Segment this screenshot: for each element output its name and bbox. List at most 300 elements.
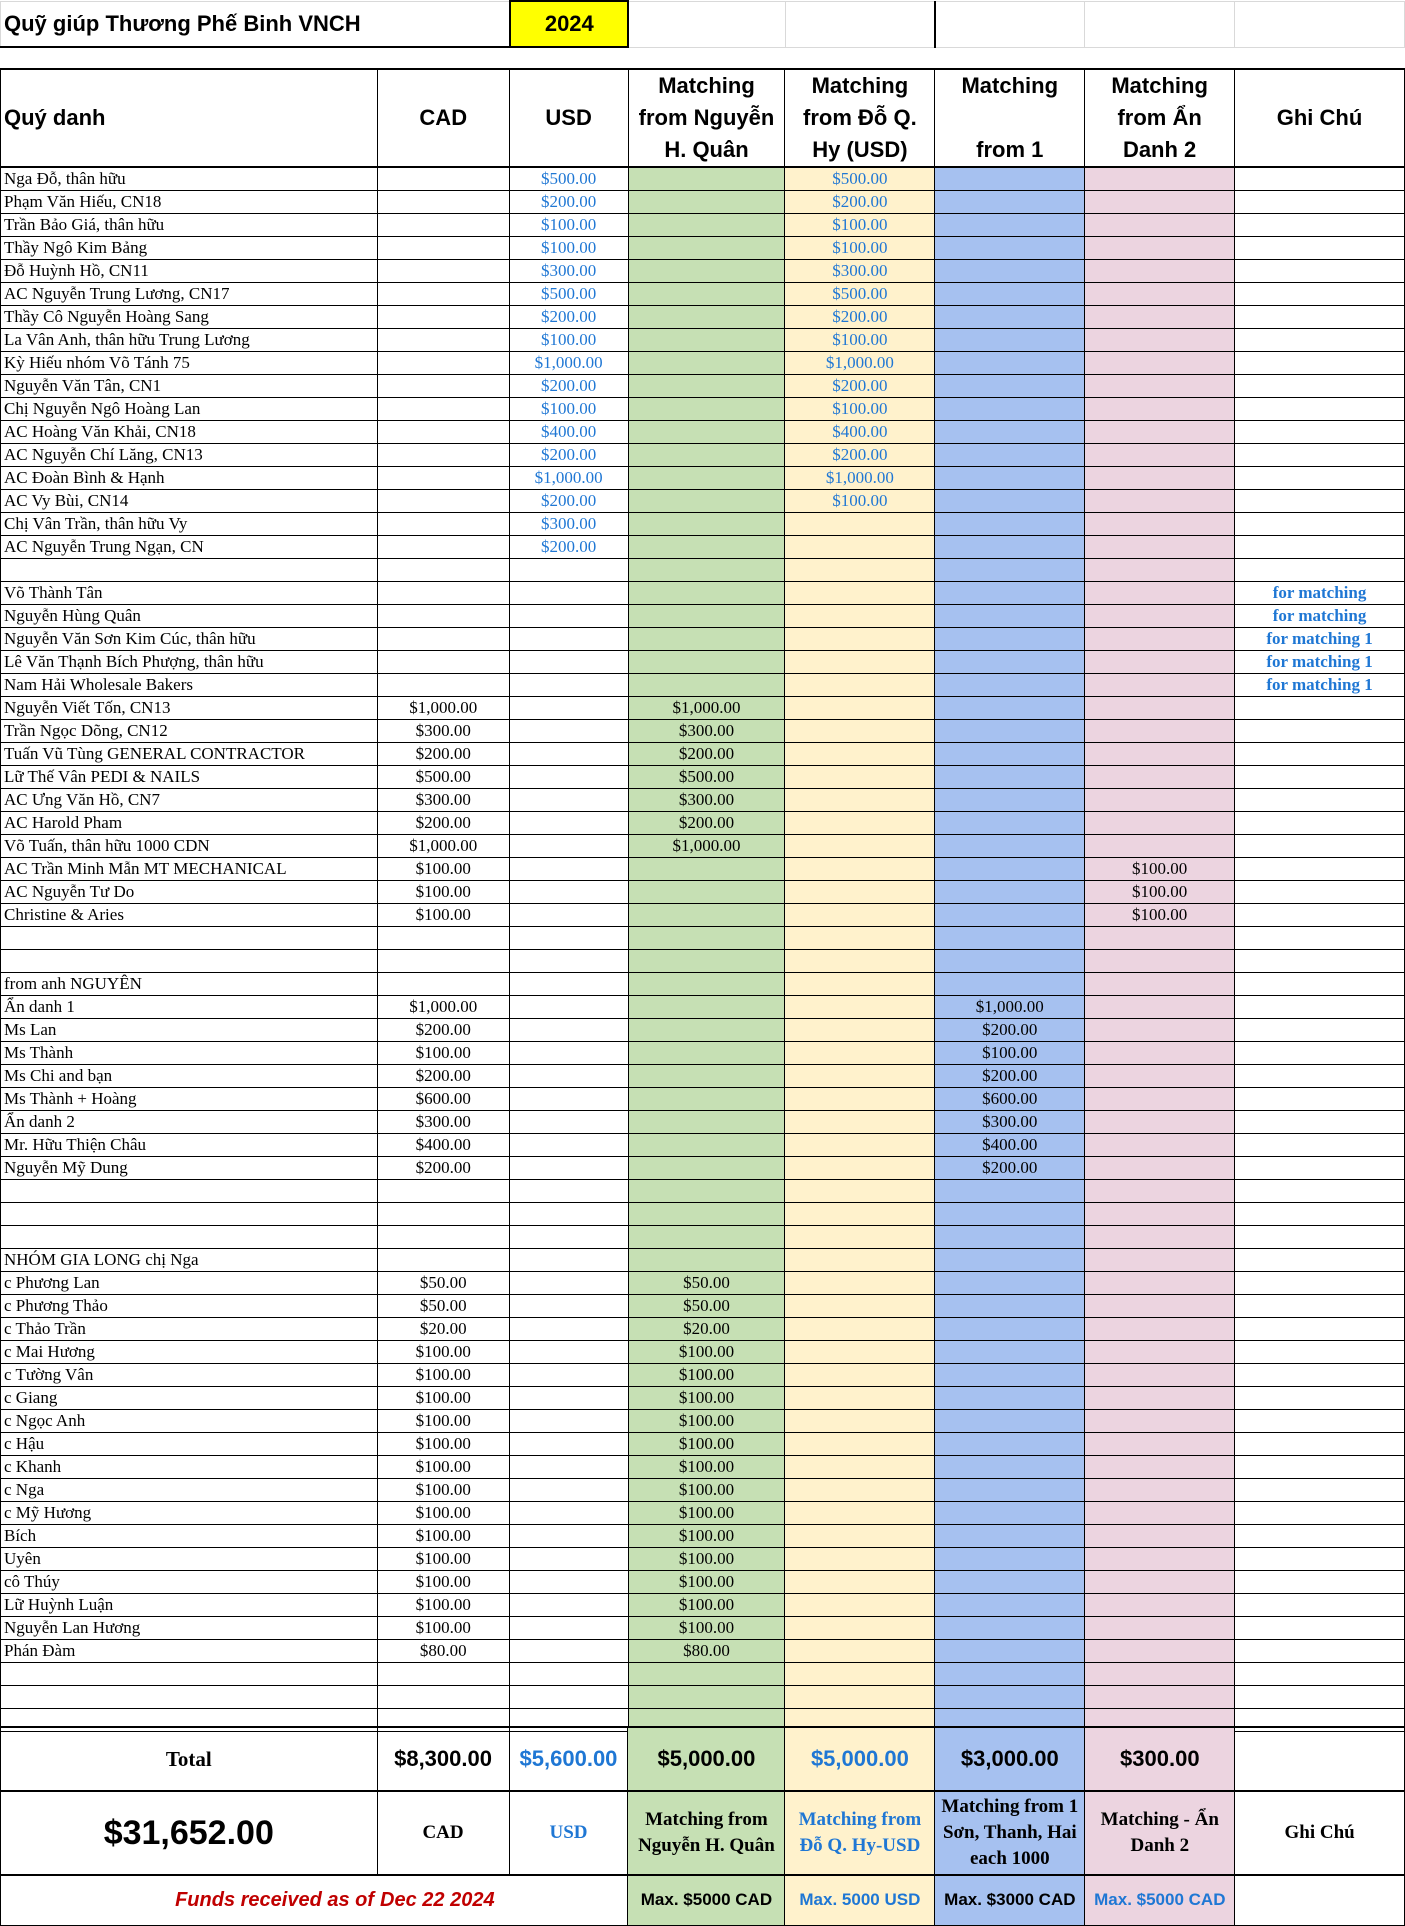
matching-quan-cell [628, 1018, 785, 1041]
amount-cad [377, 420, 509, 443]
matching-quan-cell [628, 236, 785, 259]
matching-1-cell [935, 1432, 1085, 1455]
matching-quan-cell: $300.00 [628, 719, 785, 742]
note-cell: for matching [1235, 604, 1405, 627]
table-row [1, 1409, 1405, 1432]
note-cell [1235, 1639, 1405, 1662]
matching-quan-cell: $300.00 [628, 788, 785, 811]
note-cell [1235, 1294, 1405, 1317]
amount-usd [509, 1386, 628, 1409]
matching-quan-cell: $100.00 [628, 1524, 785, 1547]
note-cell [1235, 765, 1405, 788]
amount-usd [509, 1662, 628, 1685]
amount-usd [509, 581, 628, 604]
matching-quan-cell [628, 1156, 785, 1179]
note-cell [1235, 236, 1405, 259]
table-row [1, 857, 1405, 880]
table-row [1, 1501, 1405, 1524]
donor-name: c Khanh [1, 1455, 378, 1478]
matching-quan-cell [628, 1133, 785, 1156]
note-cell [1235, 328, 1405, 351]
table-row [1, 351, 1405, 374]
max-matching-an-danh: Max. $5000 CAD [1085, 1875, 1235, 1925]
matching-quan-cell [628, 949, 785, 972]
matching-hy-cell [785, 1064, 935, 1087]
note-cell [1235, 788, 1405, 811]
amount-cad [377, 190, 509, 213]
matching-an-danh-cell [1085, 1363, 1235, 1386]
amount-cad: $100.00 [377, 857, 509, 880]
matching-1-cell [935, 834, 1085, 857]
matching-an-danh-cell [1085, 788, 1235, 811]
max-matching-hy: Max. 5000 USD [785, 1875, 935, 1925]
amount-cad [377, 512, 509, 535]
matching-quan-cell [628, 1225, 785, 1248]
amount-usd [509, 788, 628, 811]
matching-an-danh-cell [1085, 1202, 1235, 1225]
note-cell [1235, 397, 1405, 420]
matching-hy-cell [785, 926, 935, 949]
amount-cad: $50.00 [377, 1271, 509, 1294]
note-cell [1235, 1041, 1405, 1064]
table-row [1, 903, 1405, 926]
matching-quan-cell [628, 351, 785, 374]
matching-1-cell [935, 926, 1085, 949]
table-row [1, 650, 1405, 673]
matching-1-cell [935, 581, 1085, 604]
amount-cad [377, 650, 509, 673]
donor-name: AC Nguyễn Chí Lăng, CN13 [1, 443, 378, 466]
matching-1-cell [935, 1317, 1085, 1340]
matching-1-cell [935, 673, 1085, 696]
matching-hy-cell [785, 1547, 935, 1570]
col-matching-1-header [935, 69, 1085, 167]
table-row [1, 1340, 1405, 1363]
amount-usd: $100.00 [509, 328, 628, 351]
donor-name: Ẩn danh 2 [1, 1110, 378, 1133]
matching-quan-cell [628, 1087, 785, 1110]
donor-name [1, 949, 378, 972]
matching-hy-cell: $300.00 [785, 259, 935, 282]
matching-an-danh-cell [1085, 627, 1235, 650]
table-row [1, 420, 1405, 443]
amount-cad: $1,000.00 [377, 834, 509, 857]
table-row [1, 443, 1405, 466]
summary-label-row [1, 1791, 1405, 1875]
matching-an-danh-cell [1085, 834, 1235, 857]
amount-usd: $200.00 [509, 489, 628, 512]
matching-1-cell: $300.00 [935, 1110, 1085, 1133]
amount-cad: $100.00 [377, 1478, 509, 1501]
table-row [1, 167, 1405, 190]
matching-1-cell [935, 167, 1085, 190]
amount-cad: $300.00 [377, 719, 509, 742]
matching-hy-cell [785, 1202, 935, 1225]
matching-quan-cell: $100.00 [628, 1409, 785, 1432]
amount-usd: $200.00 [509, 190, 628, 213]
amount-usd [509, 972, 628, 995]
donor-name: Chị Nguyễn Ngô Hoàng Lan [1, 397, 378, 420]
matching-1-cell [935, 765, 1085, 788]
matching-1-cell [935, 650, 1085, 673]
amount-usd: $1,000.00 [509, 466, 628, 489]
donor-name: Nguyễn Văn Sơn Kim Cúc, thân hữu [1, 627, 378, 650]
matching-quan-cell: $1,000.00 [628, 834, 785, 857]
amount-usd [509, 1570, 628, 1593]
amount-usd: $500.00 [509, 282, 628, 305]
matching-an-danh-cell [1085, 397, 1235, 420]
matching-hy-cell [785, 1386, 935, 1409]
table-row [1, 1547, 1405, 1570]
matching-an-danh-cell [1085, 696, 1235, 719]
matching-an-danh-cell [1085, 811, 1235, 834]
col-name-header: Quý danh [1, 69, 378, 167]
amount-cad [377, 282, 509, 305]
note-cell [1235, 558, 1405, 581]
donor-name: Nguyễn Văn Tân, CN1 [1, 374, 378, 397]
donor-name: c Tường Vân [1, 1363, 378, 1386]
donor-name: Kỳ Hiếu nhóm Võ Tánh 75 [1, 351, 378, 374]
matching-an-danh-cell [1085, 650, 1235, 673]
table-row [1, 1041, 1405, 1064]
amount-usd: $200.00 [509, 305, 628, 328]
amount-cad: $100.00 [377, 1501, 509, 1524]
donor-name: c Phương Thảo [1, 1294, 378, 1317]
max-matching-quan: Max. $5000 CAD [628, 1875, 785, 1925]
donor-name: AC Hoàng Văn Khải, CN18 [1, 420, 378, 443]
matching-quan-cell [628, 305, 785, 328]
note-cell [1235, 1547, 1405, 1570]
amount-usd [509, 1064, 628, 1087]
note-cell [1235, 1179, 1405, 1202]
matching-1-cell [935, 1662, 1085, 1685]
summary-cad-label: CAD [377, 1791, 509, 1875]
matching-an-danh-cell: $100.00 [1085, 857, 1235, 880]
matching-hy-cell: $500.00 [785, 167, 935, 190]
matching-hy-cell [785, 1317, 935, 1340]
amount-usd [509, 1478, 628, 1501]
amount-cad: $100.00 [377, 1547, 509, 1570]
matching-quan-cell [628, 282, 785, 305]
donor-name: Thầy Ngô Kim Bảng [1, 236, 378, 259]
matching-hy-cell: $100.00 [785, 328, 935, 351]
table-row [1, 213, 1405, 236]
matching-quan-cell [628, 903, 785, 926]
matching-quan-cell [628, 420, 785, 443]
matching-an-danh-cell [1085, 1570, 1235, 1593]
matching-quan-cell [628, 1041, 785, 1064]
matching-quan-cell: $200.00 [628, 742, 785, 765]
matching-hy-cell: $200.00 [785, 190, 935, 213]
amount-usd [509, 558, 628, 581]
matching-an-danh-cell [1085, 305, 1235, 328]
amount-usd [509, 650, 628, 673]
matching-1-cell [935, 1593, 1085, 1616]
amount-usd [509, 1110, 628, 1133]
amount-usd [509, 1685, 628, 1708]
amount-cad: $400.00 [377, 1133, 509, 1156]
donor-name: Trần Ngọc Dõng, CN12 [1, 719, 378, 742]
total-matching-1: $3,000.00 [935, 1727, 1085, 1791]
amount-cad: $100.00 [377, 1455, 509, 1478]
year-cell: 2024 [510, 1, 628, 47]
empty-cell [1235, 1, 1405, 47]
matching-1-cell [935, 1409, 1085, 1432]
amount-cad: $200.00 [377, 1018, 509, 1041]
matching-1-cell [935, 1478, 1085, 1501]
amount-usd [509, 857, 628, 880]
spacer-row [0, 46, 1405, 70]
matching-an-danh-cell [1085, 535, 1235, 558]
amount-cad [377, 213, 509, 236]
note-cell [1235, 903, 1405, 926]
amount-usd: $1,000.00 [509, 351, 628, 374]
note-cell [1235, 1662, 1405, 1685]
amount-cad: $80.00 [377, 1639, 509, 1662]
donor-name: AC Vy Bùi, CN14 [1, 489, 378, 512]
note-cell [1235, 1524, 1405, 1547]
donor-name: Ẩn danh 1 [1, 995, 378, 1018]
amount-usd [509, 834, 628, 857]
amount-usd: $200.00 [509, 443, 628, 466]
table-row [1, 236, 1405, 259]
amount-usd: $100.00 [509, 213, 628, 236]
amount-cad [377, 1225, 509, 1248]
note-cell [1235, 1064, 1405, 1087]
amount-usd [509, 1133, 628, 1156]
matching-an-danh-cell [1085, 1593, 1235, 1616]
donor-name: Uyên [1, 1547, 378, 1570]
matching-hy-cell [785, 1363, 935, 1386]
table-row [1, 1616, 1405, 1639]
note-cell [1235, 834, 1405, 857]
col-usd-header: USD [509, 69, 628, 167]
amount-cad [377, 972, 509, 995]
max-matching-1: Max. $3000 CAD [935, 1875, 1085, 1925]
donor-name: Nam Hải Wholesale Bakers [1, 673, 378, 696]
matching-quan-cell: $100.00 [628, 1593, 785, 1616]
matching-quan-cell [628, 167, 785, 190]
note-cell [1235, 696, 1405, 719]
table-row [1, 1432, 1405, 1455]
donor-name: Ms Lan [1, 1018, 378, 1041]
table-row [1, 581, 1405, 604]
amount-usd [509, 719, 628, 742]
matching-an-danh-cell [1085, 1639, 1235, 1662]
note-cell [1235, 1616, 1405, 1639]
donor-name: c Giang [1, 1386, 378, 1409]
amount-usd [509, 903, 628, 926]
amount-usd [509, 1547, 628, 1570]
amount-cad: $100.00 [377, 1363, 509, 1386]
matching-1-cell [935, 466, 1085, 489]
donor-name: cô Thúy [1, 1570, 378, 1593]
total-matching-hy: $5,000.00 [785, 1727, 935, 1791]
amount-cad [377, 581, 509, 604]
donor-name: Nguyễn Mỹ Dung [1, 1156, 378, 1179]
note-cell [1235, 1432, 1405, 1455]
amount-cad [377, 236, 509, 259]
matching-hy-cell [785, 1156, 935, 1179]
donor-name: Trần Bảo Giá, thân hữu [1, 213, 378, 236]
donor-name: Bích [1, 1524, 378, 1547]
matching-an-danh-cell [1085, 1018, 1235, 1041]
note-cell [1235, 811, 1405, 834]
col-note-header: Ghi Chú [1235, 69, 1405, 167]
matching-quan-cell [628, 627, 785, 650]
amount-cad: $200.00 [377, 742, 509, 765]
amount-cad: $200.00 [377, 1064, 509, 1087]
table-row [1, 719, 1405, 742]
amount-usd [509, 1087, 628, 1110]
matching-an-danh-cell [1085, 1547, 1235, 1570]
amount-usd: $200.00 [509, 535, 628, 558]
amount-cad [377, 328, 509, 351]
empty-cell [1085, 1, 1235, 47]
matching-an-danh-cell [1085, 673, 1235, 696]
amount-cad [377, 604, 509, 627]
matching-hy-cell [785, 1685, 935, 1708]
matching-1-cell [935, 627, 1085, 650]
matching-an-danh-cell [1085, 581, 1235, 604]
matching-an-danh-cell [1085, 1455, 1235, 1478]
matching-hy-cell: $500.00 [785, 282, 935, 305]
amount-cad [377, 535, 509, 558]
note-cell [1235, 1570, 1405, 1593]
matching-quan-cell: $80.00 [628, 1639, 785, 1662]
matching-hy-cell [785, 1179, 935, 1202]
donor-name: Thầy Cô Nguyễn Hoàng Sang [1, 305, 378, 328]
donor-name [1, 1202, 378, 1225]
amount-cad [377, 558, 509, 581]
note-cell [1235, 443, 1405, 466]
matching-1-cell [935, 512, 1085, 535]
amount-cad [377, 1248, 509, 1271]
table-row [1, 1294, 1405, 1317]
table-row [1, 1064, 1405, 1087]
note-cell [1235, 1248, 1405, 1271]
table-row [1, 742, 1405, 765]
matching-hy-cell [785, 811, 935, 834]
table-row [1, 1570, 1405, 1593]
donor-name: Lê Văn Thạnh Bích Phượng, thân hữu [1, 650, 378, 673]
amount-cad: $100.00 [377, 1386, 509, 1409]
matching-quan-cell [628, 558, 785, 581]
matching-hy-cell [785, 742, 935, 765]
matching-an-danh-cell: $100.00 [1085, 903, 1235, 926]
amount-usd [509, 880, 628, 903]
table-row [1, 1202, 1405, 1225]
donor-name [1, 558, 378, 581]
table-row [1, 1156, 1405, 1179]
matching-an-danh-cell [1085, 1432, 1235, 1455]
matching-hy-cell [785, 512, 935, 535]
donor-name: Chị Vân Trần, thân hữu Vy [1, 512, 378, 535]
amount-usd [509, 627, 628, 650]
matching-an-danh-cell [1085, 512, 1235, 535]
matching-hy-cell [785, 604, 935, 627]
matching-quan-cell [628, 1202, 785, 1225]
matching-quan-cell [628, 512, 785, 535]
table-row [1, 466, 1405, 489]
matching-quan-cell [628, 673, 785, 696]
matching-1-cell: $1,000.00 [935, 995, 1085, 1018]
matching-1-cell [935, 604, 1085, 627]
totals-row [1, 1727, 1405, 1791]
matching-quan-cell [628, 972, 785, 995]
note-cell [1235, 1593, 1405, 1616]
note-cell: for matching 1 [1235, 673, 1405, 696]
donor-name: AC Trần Minh Mẫn MT MECHANICAL [1, 857, 378, 880]
matching-an-danh-cell [1085, 167, 1235, 190]
matching-hy-cell: $100.00 [785, 213, 935, 236]
table-row [1, 673, 1405, 696]
matching-hy-cell: $1,000.00 [785, 351, 935, 374]
amount-usd: $300.00 [509, 512, 628, 535]
matching-1-cell [935, 788, 1085, 811]
matching-hy-cell [785, 788, 935, 811]
matching-an-danh-cell [1085, 443, 1235, 466]
matching-1-cell [935, 282, 1085, 305]
table-row [1, 1639, 1405, 1662]
matching-hy-cell [785, 1570, 935, 1593]
col-cad-header: CAD [377, 69, 509, 167]
matching-quan-cell: $100.00 [628, 1478, 785, 1501]
donor-name [1, 1685, 378, 1708]
matching-hy-cell [785, 1248, 935, 1271]
matching-1-cell [935, 236, 1085, 259]
table-row [1, 1593, 1405, 1616]
note-cell [1235, 1363, 1405, 1386]
amount-usd [509, 1501, 628, 1524]
matching-1-cell [935, 903, 1085, 926]
total-matching-an-danh: $300.00 [1085, 1727, 1235, 1791]
matching-quan-cell [628, 259, 785, 282]
matching-an-danh-cell [1085, 1271, 1235, 1294]
amount-cad: $600.00 [377, 1087, 509, 1110]
amount-usd: $500.00 [509, 167, 628, 190]
table-row [1, 190, 1405, 213]
note-cell [1235, 259, 1405, 282]
matching-hy-cell [785, 1110, 935, 1133]
summary-matching-hy-label: Matching from Đỗ Q. Hy-USD [785, 1791, 935, 1875]
matching-hy-cell [785, 1524, 935, 1547]
amount-usd [509, 949, 628, 972]
donor-name: from anh NGUYÊN [1, 972, 378, 995]
matching-an-danh-cell [1085, 489, 1235, 512]
matching-an-danh-cell [1085, 1064, 1235, 1087]
note-cell [1235, 282, 1405, 305]
matching-an-danh-cell [1085, 742, 1235, 765]
matching-1-cell [935, 1501, 1085, 1524]
footer-empty [509, 1875, 628, 1925]
matching-1-cell [935, 443, 1085, 466]
summary-matching-an-danh-label: Matching - Ẩn Danh 2 [1085, 1791, 1235, 1875]
donor-name: c Mỹ Hương [1, 1501, 378, 1524]
amount-cad [377, 351, 509, 374]
matching-an-danh-cell [1085, 1524, 1235, 1547]
table-row [1, 1087, 1405, 1110]
matching-quan-cell [628, 1179, 785, 1202]
amount-usd [509, 1409, 628, 1432]
matching-hy-cell [785, 1409, 935, 1432]
matching-quan-cell [628, 1685, 785, 1708]
amount-usd [509, 1317, 628, 1340]
matching-quan-cell [628, 650, 785, 673]
grand-total: $31,652.00 [1, 1791, 378, 1875]
col-matching-hy-header: Matching from Đỗ Q. Hy (USD) [785, 69, 935, 167]
footer-note [1235, 1875, 1405, 1925]
